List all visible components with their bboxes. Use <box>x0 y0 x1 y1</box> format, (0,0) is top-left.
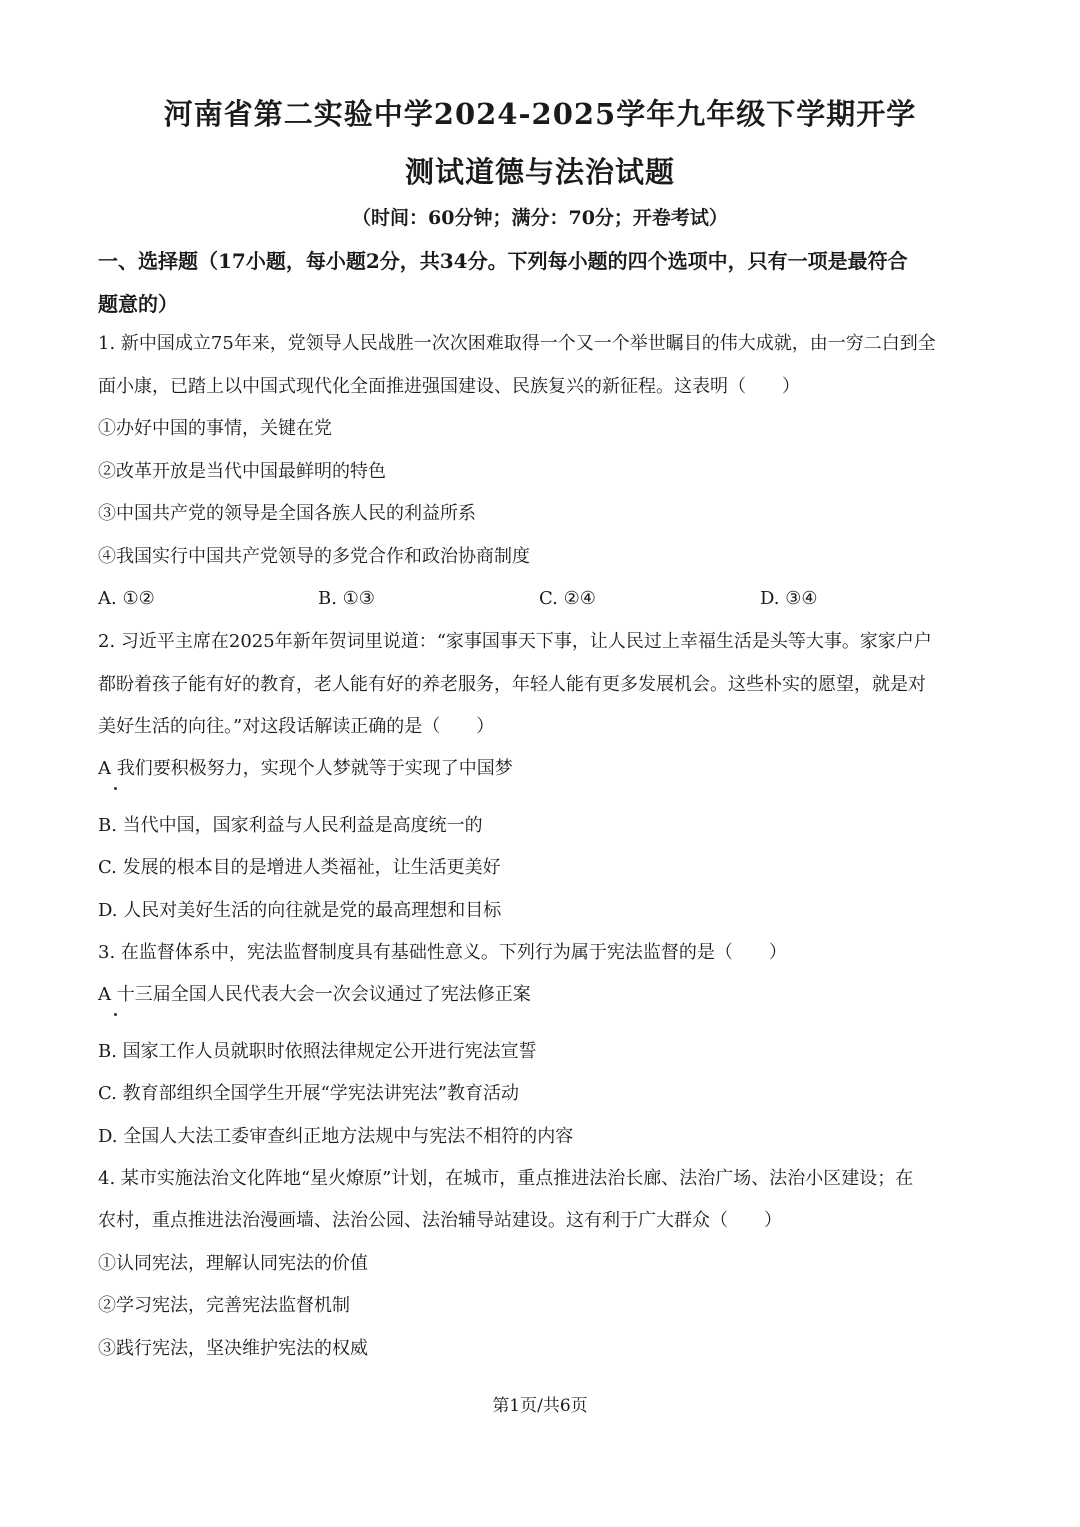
exam-title-line1: 河南省第二实验中学2024-2025学年九年级下学期开学 <box>163 97 917 131</box>
q4-item-1: ①认同宪法，理解认同宪法的价值 <box>98 1253 368 1274</box>
q2-stem-line1: 2. 习近平主席在2025年新年贺词里说道：“家事国事天下事，让人民过上幸福生活是头等大事。家家户户 <box>98 631 932 652</box>
q2-option-d: D. 人民对美好生活的向往就是党的最高理想和目标 <box>98 900 502 921</box>
q2-stem-line3: 美好生活的向往。”对这段话解读正确的是（ ） <box>98 716 495 737</box>
exam-title-line2: 测试道德与法治试题 <box>404 155 675 189</box>
q3-option-a: A 十三届全国人民代表大会一次会议通过了宪法修正案 <box>98 984 531 1005</box>
section-heading-line2: 题意的） <box>98 292 178 316</box>
q3-option-a-dot <box>114 1013 117 1016</box>
q4-stem-line1: 4. 某市实施法治文化阵地“星火燎原”计划，在城市，重点推进法治长廊、法治广场、法治小区建设；在 <box>98 1168 914 1189</box>
q3-option-d: D. 全国人大法工委审查纠正地方法规中与宪法不相符的内容 <box>98 1126 574 1147</box>
q1-option-a: A. ①② <box>98 588 155 609</box>
q1-item-4: ④我国实行中国共产党领导的多党合作和政治协商制度 <box>98 546 530 567</box>
page-number: 第1页/共6页 <box>492 1396 588 1416</box>
q4-item-2: ②学习宪法，完善宪法监督机制 <box>98 1295 350 1316</box>
q3-option-c: C. 教育部组织全国学生开展“学宪法讲宪法”教育活动 <box>98 1083 519 1104</box>
q1-option-c: C. ②④ <box>539 588 596 609</box>
q2-option-b: B. 当代中国，国家利益与人民利益是高度统一的 <box>98 815 483 836</box>
q4-stem-line2: 农村，重点推进法治漫画墙、法治公园、法治辅导站建设。这有利于广大群众（ ） <box>98 1210 782 1231</box>
q1-stem-line2: 面小康，已踏上以中国式现代化全面推进强国建设、民族复兴的新征程。这表明（ ） <box>98 376 800 397</box>
q2-stem-line2: 都盼着孩子能有好的教育，老人能有好的养老服务，年轻人能有更多发展机会。这些朴实的愿望，就是对 <box>98 674 926 695</box>
q3-stem-line1: 3. 在监督体系中，宪法监督制度具有基础性意义。下列行为属于宪法监督的是（ ） <box>98 942 787 963</box>
q1-item-2: ②改革开放是当代中国最鲜明的特色 <box>98 461 386 482</box>
exam-subtitle: （时间：60分钟；满分：70分；开卷考试） <box>352 207 728 229</box>
q1-item-3: ③中国共产党的领导是全国各族人民的利益所系 <box>98 503 476 524</box>
q2-option-c: C. 发展的根本目的是增进人类福祉，让生活更美好 <box>98 857 501 878</box>
q2-option-a-dot <box>114 787 117 790</box>
q1-options <box>98 588 988 614</box>
q1-stem-line1: 1. 新中国成立75年来，党领导人民战胜一次次困难取得一个又一个举世瞩目的伟大成就，由一穷二白到全 <box>98 333 936 354</box>
q1-option-b: B. ①③ <box>318 588 375 609</box>
q2-option-a: A 我们要积极努力，实现个人梦就等于实现了中国梦 <box>98 758 513 779</box>
section-heading-line1: 一、选择题（17小题，每小题2分，共34分。下列每小题的四个选项中，只有一项是最符合 <box>98 249 908 273</box>
q1-item-1: ①办好中国的事情，关键在党 <box>98 418 332 439</box>
section-heading <box>98 240 988 326</box>
q4-item-3: ③践行宪法，坚决维护宪法的权威 <box>98 1338 368 1359</box>
q1-option-d: D. ③④ <box>760 588 818 609</box>
q3-option-b: B. 国家工作人员就职时依照法律规定公开进行宪法宣誓 <box>98 1041 537 1062</box>
